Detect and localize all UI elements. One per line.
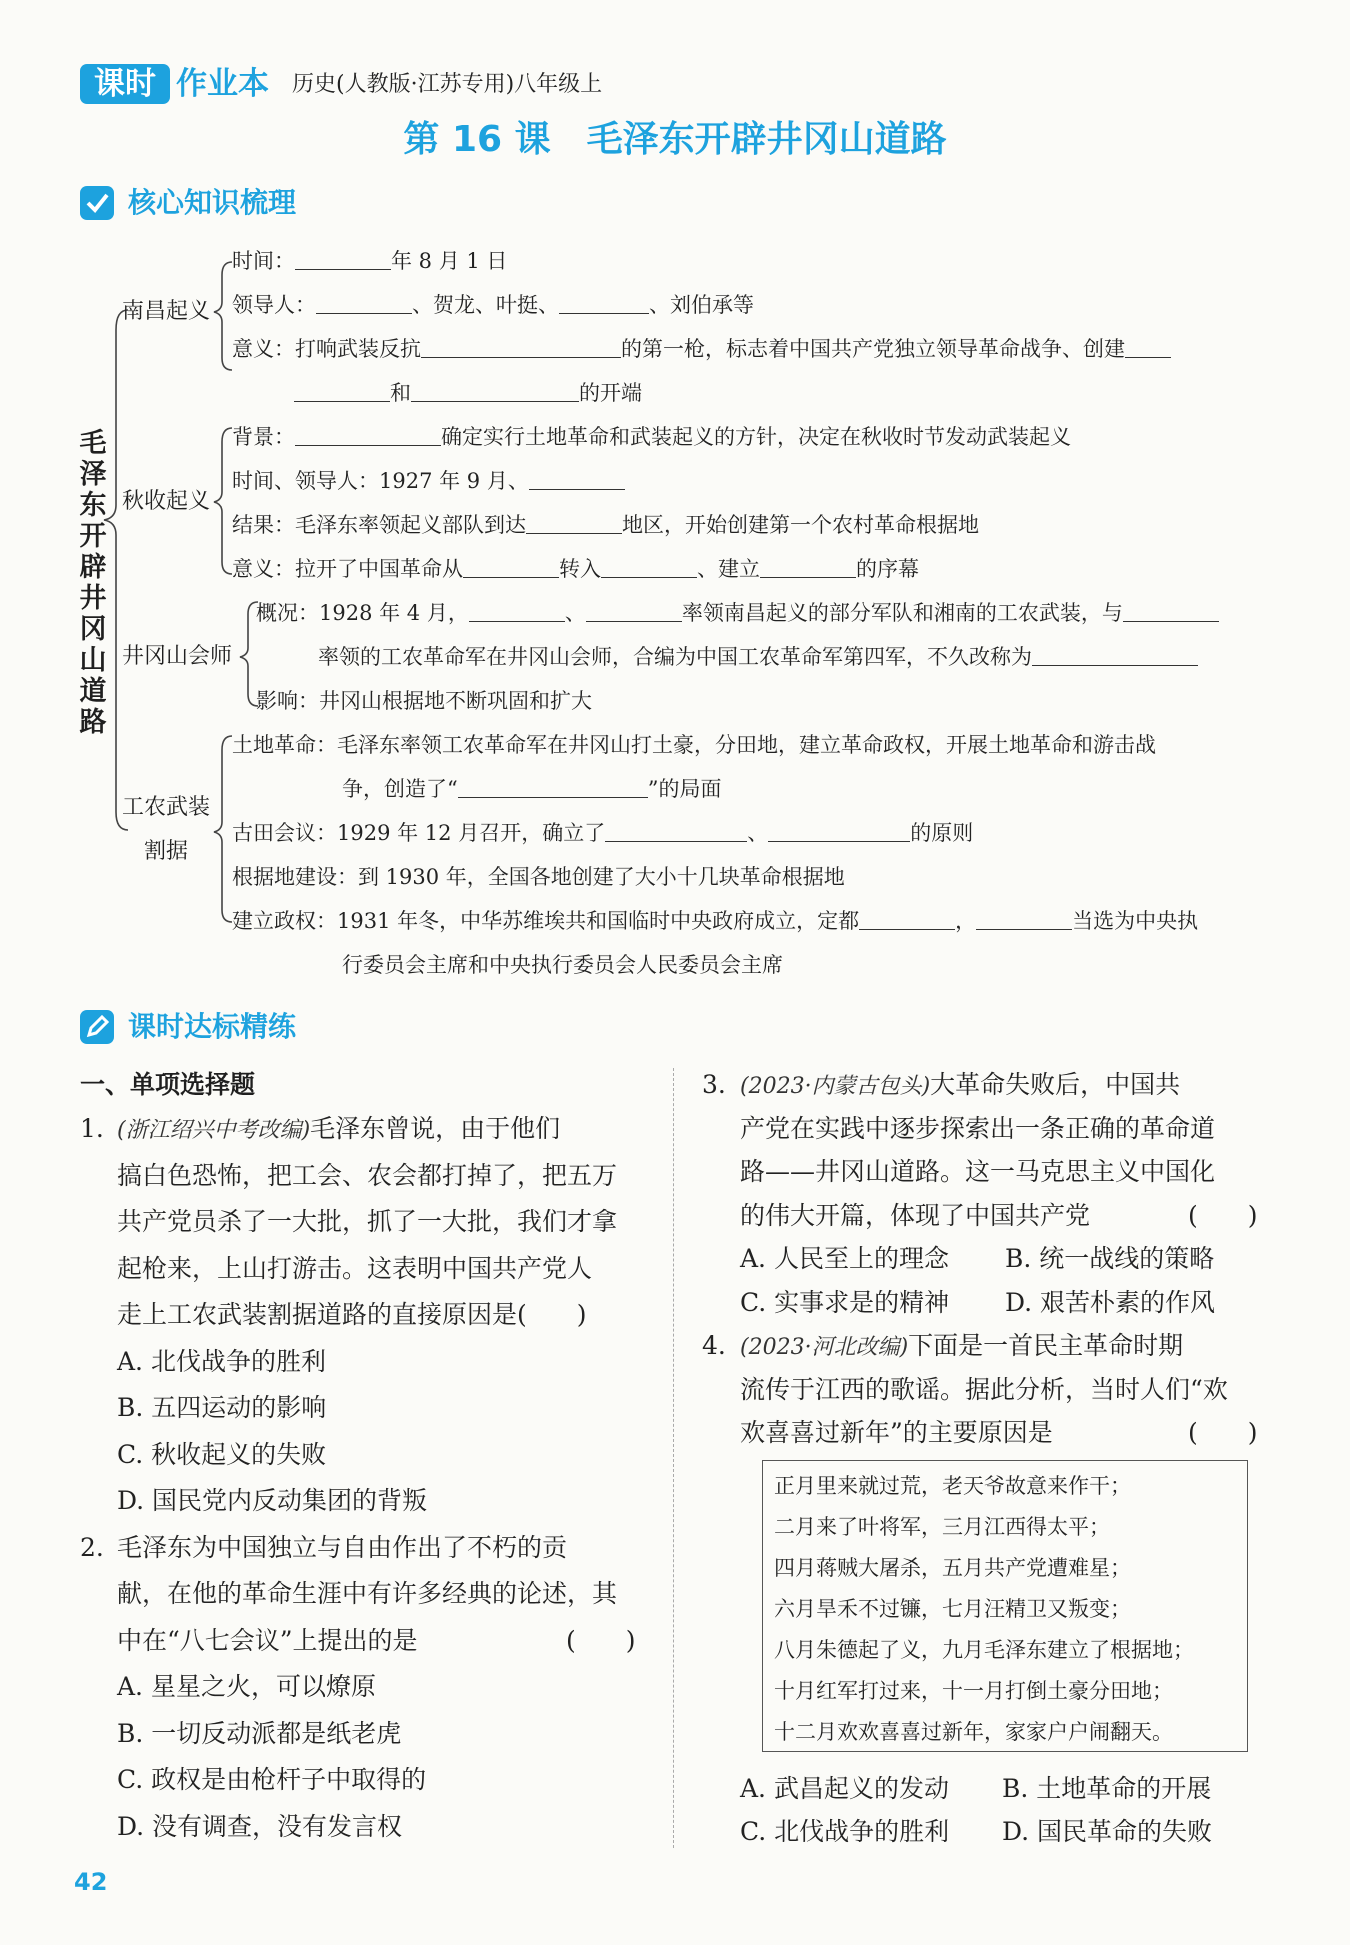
- jinggang-impact: 影响：井冈山根据地不断巩固和扩大: [256, 689, 592, 713]
- armed-gutian: 古田会议：1929 年 12 月召开，确立了 、 的原则: [232, 816, 973, 850]
- autumn-background: 背景： 确定实行土地革命和武装起义的方针，决定在秋收时节发动武装起义: [232, 420, 1071, 454]
- autumn-meaning: 意义：拉开了中国革命从 转入 、建立 的序幕: [232, 552, 919, 586]
- question-2-option-c[interactable]: C. 政权是由枪杆子中取得的: [117, 1765, 427, 1794]
- page-title: 第 16 课 毛泽东开辟井冈山道路: [403, 119, 947, 160]
- question-4-answer-paren[interactable]: ( ): [1188, 1418, 1258, 1447]
- question-4-option-c[interactable]: C. 北伐战争的胜利: [740, 1817, 950, 1846]
- autumn-time-leader: 时间、领导人：1927 年 9 月、: [232, 464, 625, 498]
- question-1-option-b[interactable]: B. 五四运动的影响: [117, 1393, 327, 1422]
- branch-armed-label-2: 割据: [144, 839, 189, 864]
- question-1-line-2: 搞白色恐怖，把工会、农会都打掉了，把五万: [117, 1160, 618, 1190]
- question-2-option-a[interactable]: A. 星星之火，可以燎原: [117, 1672, 376, 1701]
- question-1-line-1: (浙江绍兴中考改编)毛泽东曾说，由于他们: [117, 1114, 561, 1143]
- question-4-line-1: (2023·河北改编)下面是一首民主革命时期: [740, 1331, 1184, 1360]
- nanchang-meaning: 意义：打响武装反抗 的第一枪，标志着中国共产党独立领导革命战争、创建: [232, 332, 1171, 366]
- question-4-option-d[interactable]: D. 国民革命的失败: [1002, 1817, 1213, 1846]
- question-4-line-2: 流传于江西的歌谣。据此分析，当时人们“欢: [740, 1374, 1228, 1404]
- section-title-practice: 课时达标精练: [128, 1010, 297, 1043]
- book-info: 历史(人教版·江苏专用)八年级上: [292, 72, 603, 97]
- question-3-line-2: 产党在实践中逐步探索出一条正确的革命道: [740, 1113, 1216, 1143]
- question-4-option-a[interactable]: A. 武昌起义的发动: [740, 1774, 949, 1803]
- song-line-3: 四月蒋贼大屠杀，五月共产党遭难星；: [774, 1556, 1131, 1580]
- question-2-line-2: 献，在他的革命生涯中有许多经典的论述，其: [117, 1579, 618, 1608]
- question-2-number: 2.: [80, 1532, 104, 1562]
- armed-regime-cont: 行委员会主席和中央执行委员会人民委员会主席: [342, 953, 783, 977]
- question-2-line-1: 毛泽东为中国独立与自由作出了不朽的贡: [117, 1532, 568, 1562]
- armed-regime: 建立政权：1931 年冬，中华苏维埃共和国临时中央政府成立，定都 ， 当选为中央执: [232, 904, 1198, 938]
- question-4-number: 4.: [702, 1331, 726, 1360]
- question-type-heading: 一、单项选择题: [80, 1070, 256, 1099]
- autumn-result: 结果：毛泽东率领起义部队到达 地区，开始创建第一个农村革命根据地: [232, 508, 979, 542]
- armed-land-revolution-cont: 争，创造了“ ”的局面: [342, 772, 722, 806]
- question-2-option-b[interactable]: B. 一切反动派都是纸老虎: [117, 1718, 402, 1748]
- question-1-line-3: 共产党员杀了一大批，抓了一大批，我们才拿: [117, 1207, 618, 1236]
- question-3-line-3: 路——井冈山道路。这一马克思主义中国化: [740, 1157, 1216, 1186]
- question-4-option-b[interactable]: B. 土地革命的开展: [1002, 1774, 1212, 1803]
- branch-armed-label-1: 工农武装: [122, 795, 211, 820]
- song-line-2: 二月来了叶将军，三月江西得太平；: [774, 1515, 1110, 1539]
- question-2-line-3: 中在“八七会议”上提出的是: [117, 1625, 418, 1655]
- nanchang-meaning-cont: 和 的开端: [294, 376, 642, 410]
- song-line-7: 十二月欢欢喜喜过新年，家家户户闹翻天。: [774, 1720, 1173, 1744]
- question-1-number: 1.: [80, 1114, 104, 1143]
- question-3-answer-paren[interactable]: ( ): [1188, 1200, 1258, 1230]
- question-3-option-a[interactable]: A. 人民至上的理念: [740, 1244, 949, 1273]
- branch-autumn: 秋收起义: [122, 489, 211, 514]
- mindmap-root-title: 毛泽东开辟井冈山道路: [79, 428, 107, 738]
- question-1-option-a[interactable]: A. 北伐战争的胜利: [117, 1346, 326, 1376]
- jinggang-overview-cont: 率领的工农革命军在井冈山会师，合编为中国工农革命军第四军，不久改称为: [318, 640, 1198, 674]
- question-3-option-c[interactable]: C. 实事求是的精神: [740, 1287, 950, 1317]
- song-line-5: 八月朱德起了义，九月毛泽东建立了根据地；: [774, 1638, 1194, 1662]
- armed-land-revolution: 土地革命：毛泽东率领工农革命军在井冈山打土豪，分田地，建立革命政权，开展土地革命和游击战: [232, 733, 1156, 757]
- jinggang-overview: 概况：1928 年 4 月， 、 率领南昌起义的部分军队和湘南的工农武装，与: [256, 596, 1219, 630]
- brand-name: 作业本: [176, 66, 269, 102]
- page-number: 42: [74, 1868, 108, 1896]
- question-2-answer-paren[interactable]: ( ): [566, 1625, 636, 1655]
- column-divider: [673, 1068, 674, 1848]
- armed-base-building: 根据地建设：到 1930 年，全国各地创建了大小十几块革命根据地: [232, 865, 845, 889]
- question-2-option-d[interactable]: D. 没有调查，没有发言权: [117, 1811, 403, 1841]
- question-3-option-d[interactable]: D. 艰苦朴素的作风: [1005, 1287, 1216, 1317]
- logo: 课时: [80, 64, 170, 104]
- nanchang-leader: 领导人： 、贺龙、叶挺、 、刘伯承等: [232, 288, 754, 322]
- section-title-knowledge: 核心知识梳理: [128, 186, 297, 219]
- song-line-1: 正月里来就过荒，老天爷故意来作干；: [774, 1474, 1131, 1498]
- question-3-line-4: 的伟大开篇，体现了中国共产党: [740, 1200, 1091, 1230]
- question-3-line-1: (2023·内蒙古包头)大革命失败后，中国共: [740, 1070, 1181, 1099]
- song-line-6: 十月红军打过来，十一月打倒土豪分田地；: [774, 1679, 1173, 1703]
- branch-nanchang: 南昌起义: [122, 299, 211, 324]
- question-1-option-c[interactable]: C. 秋收起义的失败: [117, 1439, 327, 1469]
- question-1-line-5: 走上工农武装割据道路的直接原因是( ): [117, 1300, 587, 1329]
- question-4-line-3: 欢喜喜过新年”的主要原因是: [740, 1418, 1053, 1447]
- pencil-icon: [80, 1010, 114, 1044]
- question-3-option-b[interactable]: B. 统一战线的策略: [1005, 1244, 1215, 1273]
- song-line-4: 六月旱禾不过镰，七月汪精卫又叛变；: [774, 1597, 1131, 1621]
- nanchang-time: 时间： 年 8 月 1 日: [232, 244, 507, 278]
- question-3-number: 3.: [702, 1070, 726, 1099]
- question-1-option-d[interactable]: D. 国民党内反动集团的背叛: [117, 1486, 428, 1515]
- branch-jinggangshan: 井冈山会师: [122, 644, 233, 669]
- question-1-line-4: 起枪来，上山打游击。这表明中国共产党人: [117, 1253, 593, 1283]
